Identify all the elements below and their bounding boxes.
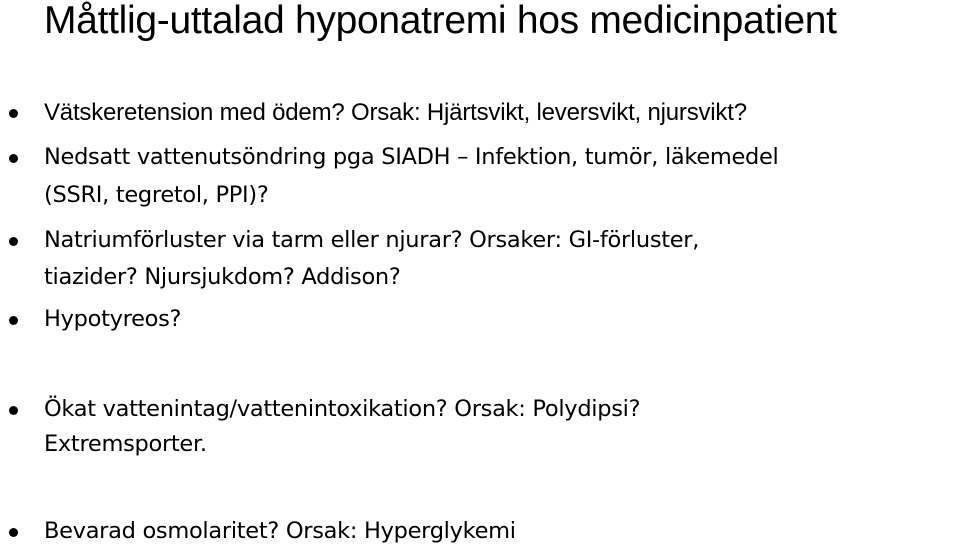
bullet-line: Extremsporter.: [44, 431, 207, 457]
bullet-line: Nedsatt vattenutsöndring pga SIADH – Infektion, tumör, läkemedel: [44, 144, 779, 170]
bullet-dot-icon: [9, 316, 18, 325]
bullet-line: Vätskeretension med ödem? Orsak: Hjärtsvikt, leversvikt, njursvikt?: [44, 99, 747, 126]
bullet-line: Ökat vattenintag/vattenintoxikation? Orsak: Polydipsi?: [44, 396, 641, 422]
bullet-dot-icon: [9, 406, 18, 415]
bullet-dot-icon: [9, 528, 18, 537]
bullet-line: Natriumförluster via tarm eller njurar? Orsaker: GI-förluster,: [44, 227, 700, 253]
bullet-line: (SSRI, tegretol, PPI)?: [44, 182, 269, 208]
slide-title: Måttlig-uttalad hyponatremi hos medicinpatient: [44, 0, 837, 42]
bullet-dot-icon: [9, 109, 18, 118]
bullet-line: Bevarad osmolaritet? Orsak: Hyperglykemi: [44, 518, 516, 544]
bullet-line: tiazider? Njursjukdom? Addison?: [44, 264, 401, 290]
bullet-dot-icon: [9, 237, 18, 246]
bullet-line: Hypotyreos?: [44, 306, 182, 332]
bullet-dot-icon: [9, 154, 18, 163]
